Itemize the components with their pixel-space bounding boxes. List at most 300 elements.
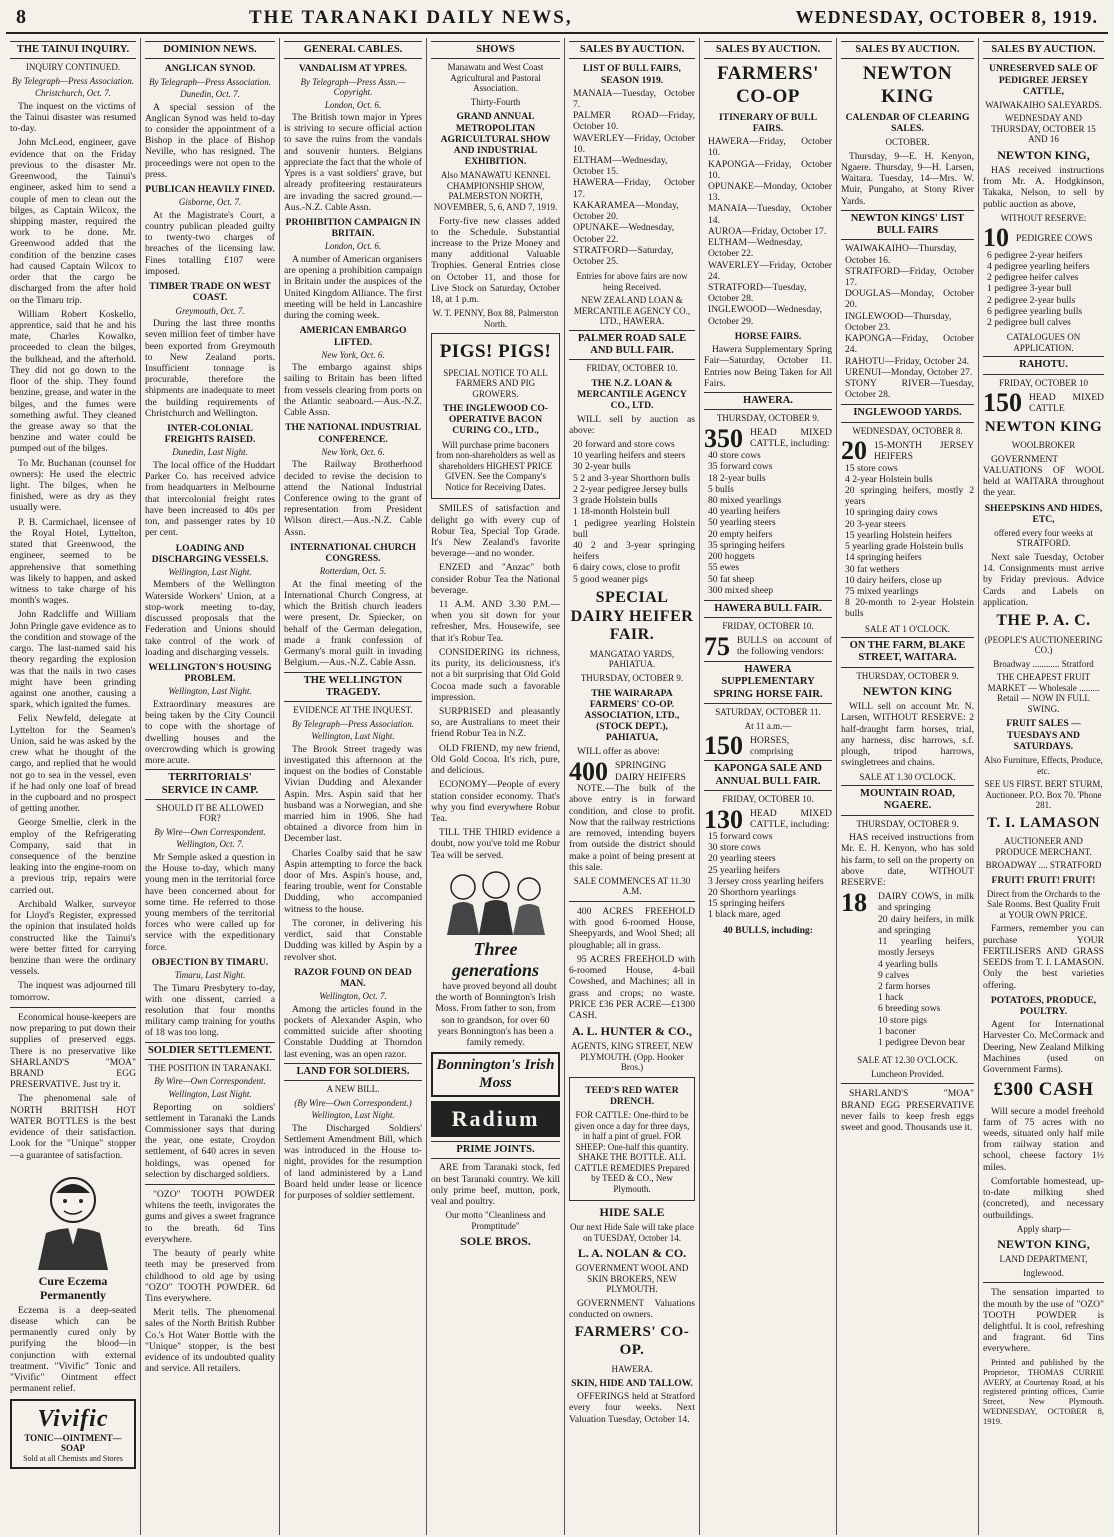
inglewood-row — [841, 436, 974, 466]
cash-note: Comfortable homestead, up-to-date milking shed (concreted), and necessary outbuildings. — [983, 1175, 1104, 1221]
pac-also: Also Furniture, Effects, Produce, etc. — [984, 755, 1103, 776]
list-item: 10 dairy heifers, close up — [845, 574, 942, 586]
hawera-head: HEAD MIXED CATTLE, including: — [750, 427, 832, 450]
dateline: Wellington, Oct. 7. — [319, 991, 387, 1002]
newton-king-name: NEWTON KING — [862, 684, 953, 699]
mountain-date: THURSDAY, OCTOBER 9. — [856, 818, 959, 829]
hawera-bull-heading: HAWERA BULL FAIR. — [704, 600, 832, 618]
ozo-notice: The beauty of pearly white teeth may be preserved from childhood to old age by using "OZO" TOOTH POWDER. 6d Tins everywhere. — [145, 1248, 275, 1305]
list-item: STRATFORD—Saturday, October 25. — [573, 244, 674, 267]
list-item: 30 store cows — [708, 842, 761, 854]
hide-sale-text: Our next Hide Sale will take place on TUESDAY, October 14. — [570, 1222, 694, 1243]
pac-market: THE CHEAPEST FRUIT MARKET — Wholesale ......... Retail — NOW IN FULL SWING. — [987, 672, 1100, 714]
bull-row — [704, 631, 832, 661]
pac-sub: (PEOPLE'S AUCTIONEERING CO.) — [984, 634, 1103, 656]
article-text: A special session of the Anglican Synod was held to-day to consider the appointment of a Bishop in the place of Bishop Neville, who has resigned. The proceedings were not open to the press. — [145, 101, 275, 180]
column-8 — [979, 38, 1108, 1535]
kaponga-list — [704, 831, 832, 921]
mountain-lunch: Luncheon Provided. — [871, 1068, 944, 1079]
article-text: A number of American organisers are opening a prohibition campaign in Britain under the auspices of the United Kingdom Alliance. The first meeting will be held in Lancashire during the coming week. — [284, 253, 422, 322]
list-item: KAPONGA—Friday, October 10. — [708, 158, 832, 181]
cash-banner: £300 CASH — [993, 1079, 1094, 1101]
byline: By Telegraph—Press Association. — [149, 76, 271, 87]
pac-fruit-sales: FRUIT SALES — TUESDAYS AND SATURDAYS. — [1006, 718, 1081, 752]
supp-num: 150 — [704, 731, 743, 761]
list-item: 6 pedigree 2-year heifers — [987, 249, 1083, 261]
list-item: STONY RIVER—Tuesday, October 28. — [845, 377, 974, 401]
tainui-para: The inquest was adjourned till tomorrow. — [10, 980, 136, 1003]
auction-heading: SALES BY AUCTION. — [569, 41, 695, 59]
wool-text: GOVERNMENT VALUATIONS OF WOOL held at WAITARA throughout the year. — [983, 453, 1104, 499]
kaponga-num: 130 — [704, 804, 743, 834]
auction-heading: SALES BY AUCTION. — [841, 41, 974, 59]
waiwakaiho-text: HAS received instructions from Mr. A. Hodgkinson, Takaka, Nelson, to sell by public auction as above, — [983, 165, 1104, 210]
dateline: Dunedin, Last Night. — [172, 447, 248, 458]
skin-text: OFFERINGS held at Stratford every four weeks. Next Valuation Tuesday, October 14. — [569, 1391, 695, 1425]
list-item: DOUGLAS—Monday, October 20. — [845, 288, 974, 311]
article-text: At the final meeting of the International Church Congress, at which the British church leaders were present, Dr. Spiecker, on behalf of the German delegation, made a frank confession of Germany's moral guilt in invading Belgium.—Aus.-N.Z. Cable Assn. — [284, 578, 422, 669]
supp-heading: HAWERA SUPPLEMENTARY SPRING HORSE FAIR. — [704, 661, 832, 704]
article-text: The Timaru Presbytery to-day, with one dissent, carried a resolution that four months military camp training for youths of 18 was too long. — [145, 982, 275, 1039]
kaponga-head: HEAD MIXED CATTLE, including: — [750, 808, 832, 831]
list-item: INGLEWOOD—Thursday, October 23. — [845, 310, 952, 333]
inglewood-head: 15-MONTH JERSEY HEIFERS — [874, 439, 974, 462]
list-item: 200 hoggets — [708, 551, 755, 563]
sole-bros: SOLE BROS. — [460, 1234, 531, 1249]
tainui-para: George Smellie, clerk in the employ of the Refrigerating Company, said that in consequence of the benzine leaking into the engine-room on a previous trip, repairs were carried out. — [10, 817, 136, 896]
list-item: 4 pedigree yearling heifers — [987, 261, 1090, 273]
list-item: 4 yearling bulls — [878, 958, 938, 970]
byline: (By Wire—Own Correspondent.) — [294, 1097, 412, 1108]
column-3 — [280, 38, 427, 1535]
list-item: 6 pedigree yearling bulls — [987, 305, 1083, 317]
sheepskins-heading: SHEEPSKINS AND HIDES, ETC, — [984, 502, 1103, 525]
list-item: 15 springing heifers — [708, 898, 785, 910]
pigs-title: PIGS! PIGS! — [439, 341, 552, 363]
inglewood-date: WEDNESDAY, OCTOBER 8. — [852, 425, 963, 436]
sharland-notice: SHARLAND'S "MOA" BRAND EGG PRESERVATIVE never fails to keep fresh eggs sweet and good. Thousands use it. — [841, 1088, 974, 1134]
column-4 — [427, 38, 565, 1535]
waiwakaiho-heading: WAIWAKAIHO SALEYARDS. — [985, 99, 1102, 110]
tainui-para: P. B. Carmichael, licensee of the Royal Hotel, Lyttelton, stated that Greenwood, the engineer, seemed to be apprehensive that something was likely to happen, and asked witness to take charge of his month's wages. — [10, 516, 136, 607]
nolan-name: L. A. NOLAN & CO. — [577, 1246, 687, 1261]
nk-bull-list — [841, 243, 974, 400]
list-item: 35 forward cows — [708, 461, 773, 473]
palmer-list — [569, 439, 695, 585]
article-text: The Railway Brotherhood decided to revise the decision to attend the National Industrial Conference owing to the grant of representation from President Wilson direct.—Aus.-N.Z. Cable Assn. — [284, 459, 422, 538]
wairarapa-heading: THE WAIRARAPA FARMERS' CO-OP. ASSOCIATION, LTD., (STOCK DEPT.), PAHIATUA, — [584, 687, 680, 744]
list-item: 5 good weaner pigs — [573, 573, 648, 585]
tainui-para: William Robert Koskello, apprentice, said that he and his mate, Charles Kowalko, proceeded to clean the bilges, the bulkhead, and the afterhold. They did not go down to the floor of the ship. They found benzine, grease, and water in the bilges, and the fumes were something awful. They cleaned the grease away so that the benzine and water could be pumped out of the bilges. — [10, 308, 136, 455]
dateline: Wellington, Oct. 7. — [176, 839, 244, 850]
tainui-heading: THE TAINUI INQUIRY. — [10, 41, 136, 59]
farm-time: SALE AT 1.30 O'CLOCK. — [859, 771, 956, 782]
conference-heading: THE NATIONAL INDUSTRIAL CONFERENCE. — [285, 422, 421, 445]
list-item: 5 2 and 3-year Shorthorn bulls — [573, 472, 690, 484]
list-item: 20 forward and store cows — [573, 438, 675, 450]
mountain-num: 18 — [841, 888, 867, 918]
razor-heading: RAZOR FOUND ON DEAD MAN. — [294, 966, 412, 989]
rahotu-row — [983, 388, 1104, 418]
loading-heading: LOADING AND DISCHARGING VESSELS. — [151, 542, 269, 565]
merit-notice: Merit tells. The phenomenal sales of the North British Rubber Co.'s Hot Water Bottle with the "Unique" stopper, is the best evidence of its undoubted quality and service. All retailers. — [145, 1307, 275, 1375]
moa-notice: Economical house-keepers are now preparing to put down their supplies of preserved eggs. There is no preservative like SHARLAND'S "MOA" BRAND EGG PRESERVATIVE. Just try it. — [10, 1011, 136, 1091]
hawera-date: THURSDAY, OCTOBER 9. — [716, 413, 820, 424]
tainui-para: To Mr. Buchanan (counsel for owners): He used the electric light. The bilges, when he finished, were as dry as they usually were. — [10, 457, 136, 514]
wairarapa-text: WILL offer as above: — [577, 745, 660, 757]
article-text: Extraordinary measures are being taken by the City Council to cope with the shortage of dwelling houses and the overcrowding which is growing more acute. — [145, 698, 275, 767]
dairy-place: MANGATAO YARDS, PAHIATUA. — [589, 648, 675, 670]
list-item: 18 2-year bulls — [708, 472, 766, 484]
lamason-sub: AUCTIONEER AND PRODUCE MERCHANT. — [995, 836, 1092, 857]
list-item: 300 mixed sheep — [708, 584, 774, 596]
tainui-para: Felix Newfeld, delegate at Lyttelton for the Seamen's Union, said he was asked by the crew what he thought of the cargo, and replied that he would not go to sea in the vessel, even if he had only one loaf of bread in the cupboard and no prospect of getting another. — [10, 713, 136, 815]
byline: By Telegraph—Press Association. — [292, 718, 414, 729]
nk-bull-list-heading: NEWTON KINGS' LIST BULL FAIRS — [841, 210, 974, 241]
hunter-name: A. L. HUNTER & CO., — [571, 1024, 692, 1039]
settlement-heading: SOLDIER SETTLEMENT. — [145, 1042, 275, 1060]
cash-newton-king: NEWTON KING, — [997, 1237, 1090, 1252]
list-item: 75 mixed yearlings — [845, 585, 919, 597]
farmers-coop-banner: FARMERS' CO-OP — [717, 63, 819, 107]
inglewood-heading: INGLEWOOD YARDS. — [841, 404, 974, 422]
horse-fairs-text: Hawera Supplementary Spring Fair—Saturday, October 11. Entries now Being Taken for All Fairs. — [704, 344, 832, 389]
hide-sale-heading: HIDE SALE — [599, 1205, 665, 1220]
article-text: Charles Coalby said that he saw Aspin attempting to force the back door of Mrs. Aspin's house, and, fearing trouble, went for Constable Dudding, who accompanied witness to the house. — [284, 847, 422, 915]
timaru-heading: OBJECTION BY TIMARU. — [151, 956, 269, 968]
list-item: 50 fat sheep — [708, 573, 755, 585]
palmer-date: FRIDAY, OCTOBER 10. — [586, 363, 678, 374]
farmers-coop-heading: FARMERS' CO-OP. — [574, 1324, 690, 1358]
land-sub: A NEW BILL. — [326, 1084, 380, 1095]
freehold-ad: 95 ACRES FREEHOLD with 6-roomed House, 4-bail Cowshed, and Machines; all in grass and crops; no waste. PRICE £36 PER ACRE—£1300 CASH. — [569, 953, 695, 1021]
list-item: AUROA—Friday, October 17. — [708, 225, 827, 237]
inglewood-time: SALE AT 1 O'CLOCK. — [865, 623, 950, 634]
dairy-date: THURSDAY, OCTOBER 9. — [580, 673, 684, 683]
article-text: Reporting on soldiers' settlement in Taranaki the Lands Commissioner says that during the year, one estate, Croydon settlement, of 640 acres in seven holdings, was opened for selection by discharged soldiers. — [145, 1101, 275, 1180]
man-portrait-illustration — [18, 1165, 128, 1270]
tainui-para: Archibald Walker, surveyor for Lloyd's Register, expressed the opinion that insulated holds constructed like the Tainui's were better fitted for carrying benzine than were the ordinary vessels. — [10, 898, 136, 978]
dateline: Timaru, Last Night. — [174, 970, 246, 981]
list-item: 2 2-year pedigree Jersey bulls — [573, 483, 688, 495]
list-item: 40 store cows — [708, 450, 761, 462]
bull-date: FRIDAY, OCTOBER 10. — [722, 621, 814, 632]
three-gen-text: have proved beyond all doubt the worth of Bonnington's Irish Moss. From father to son, from son to grandson, for over 60 years Bonnington's has been a family remedy. — [435, 980, 557, 1049]
pac-address: Broadway ............ Stratford — [993, 658, 1094, 669]
pigs-sub: SPECIAL NOTICE TO ALL FARMERS AND PIG GROWERS. — [443, 367, 548, 399]
tea-notice: ENZED and "Anzac" both consider Robur Tea the National beverage. — [431, 562, 560, 596]
dateline: London, Oct. 6. — [324, 99, 382, 110]
ozo-notice: The sensation imparted to the mouth by the use of "OZO" TOOTH POWDER is delightful. It is cool, refreshing and fragrant. 6d Tins everywhere. — [983, 1287, 1104, 1355]
list-item: INGLEWOOD—Wednesday, October 29. — [708, 304, 822, 327]
column-5 — [565, 38, 700, 1535]
newton-king-banner: NEWTON KING — [862, 63, 953, 107]
list-item: MANAIA—Tuesday, October 14. — [708, 203, 832, 226]
freights-heading: INTER-COLONIAL FREIGHTS RAISED. — [164, 423, 256, 446]
list-item: 40 2 and 3-year springing heifers — [573, 539, 695, 563]
farmers-coop-place: HAWERA. — [611, 1363, 653, 1374]
prime-text: ARE from Taranaki stock, fed on best Taranaki country. We kill only prime beef, mutton, pork, veal and poultry. — [431, 1162, 560, 1208]
inglewood-num: 20 — [841, 436, 867, 466]
eczema-heading: Cure Eczema Permanently — [38, 1273, 108, 1302]
list-item: 15 yearling Holstein heifers — [845, 529, 952, 541]
irish-moss-name: Bonnington's Irish Moss — [436, 1057, 555, 1091]
supp-date: SATURDAY, OCTOBER 11. — [715, 707, 821, 718]
tainui-dateline: Christchurch, Oct. 7. — [35, 88, 111, 99]
pac-banner: THE P. A. C. — [996, 612, 1091, 630]
show-assoc: Manawatu and West Coast Agricultural and Pastoral Association. — [447, 62, 544, 94]
eczema-body: Eczema is a deep-seated disease which can be permanently cured only by purifying the blood—in conjunction with external treatment. "Vivific" Tonic and "Vivific" Ointment effect permanent relief. — [10, 1304, 136, 1395]
list-item: RAHOTU—Friday, October 24. — [845, 355, 970, 367]
list-item: OPUNAKE—Wednesday, October 22. — [573, 222, 675, 245]
cash-apply: Apply sharp— — [1016, 1223, 1071, 1234]
tea-notice: OLD FRIEND, my new friend, Old Gold Cocoa. It's rich, pure, and delicious. — [431, 742, 560, 777]
cash-dept: LAND DEPARTMENT, — [999, 1254, 1088, 1265]
dateline: Dunedin, Oct. 7. — [180, 89, 240, 100]
show-title: GRAND ANNUAL METROPOLITAN AGRICULTURAL SHOW AND INDUSTRIAL EXHIBITION. — [440, 111, 551, 168]
vivific-tag: Sold at all Chemists and Stores — [23, 1453, 123, 1463]
prime-joints-heading: PRIME JOINTS. — [431, 1141, 560, 1159]
list-item: ELTHAM—Wednesday, October 15. — [573, 155, 668, 178]
dairy-fair-heading: SPECIAL DAIRY HEIFER FAIR. — [570, 588, 694, 644]
list-item: 4 2-year Holstein bulls — [845, 473, 933, 485]
dateline: Gisborne, Oct. 7. — [178, 197, 242, 208]
tragedy-sub: EVIDENCE AT THE INQUEST. — [293, 705, 413, 716]
show-secretary: W. T. PENNY, Box 88, Palmerston North. — [432, 308, 559, 329]
teed-title: TEED'S RED WATER DRENCH. — [585, 1084, 679, 1107]
publican-heading: PUBLICAN HEAVILY FINED. — [145, 184, 275, 196]
pigs-company: THE INGLEWOOD CO-OPERATIVE BACON CURING CO., LTD., — [442, 403, 548, 437]
dateline: New York, Oct. 6. — [321, 446, 385, 457]
list-item: WAIWAKAIHO—Thursday, October 16. — [845, 243, 957, 266]
sheepskins-next: Next sale Tuesday, October 14. Consignments must arrive by Friday previous. Advice Cards and Labels on application. — [983, 551, 1104, 608]
list-item: 1 pedigree 3-year bull — [987, 283, 1072, 295]
list-item: STRATFORD—Tuesday, October 28. — [708, 282, 807, 305]
dateline: Wellington, Last Night. — [311, 1110, 395, 1121]
waiwakaiho-date: WEDNESDAY AND THURSDAY, OCTOBER 15 AND 16 — [991, 113, 1096, 145]
three-gen-title: Three generations — [451, 938, 539, 980]
hawera-num: 350 — [704, 423, 743, 453]
list-item: 20 springing heifers, mostly 2 years — [845, 485, 974, 508]
tea-notice: ECONOMY—People of every station consider economy. That's why you find everywhere Robur Tea. — [431, 779, 560, 824]
vivific-ad — [10, 1399, 136, 1469]
waiwakaiho-head: PEDIGREE COWS — [1016, 232, 1093, 244]
bull-text: BULLS on account of the following vendors: — [737, 635, 832, 658]
embargo-heading: AMERICAN EMBARGO LIFTED. — [299, 325, 407, 348]
list-item: WAVERLEY—Friday, October 10. — [573, 132, 695, 155]
list-item: 5 yearling grade Holstein bulls — [845, 541, 964, 553]
cables-heading: GENERAL CABLES. — [284, 41, 422, 59]
list-item: 6 breeding sows — [878, 1003, 941, 1015]
catalogues: CATALOGUES ON APPLICATION. — [1006, 332, 1081, 353]
calendar-month: OCTOBER. — [885, 137, 930, 148]
bull-fairs-list-heading: LIST OF BULL FAIRS, SEASON 1919. — [583, 63, 681, 86]
without-reserve: WITHOUT RESERVE: — [1000, 212, 1087, 223]
woolbroker: WOOLBROKER — [1011, 440, 1076, 451]
cash-text: Will secure a model freehold farm of 75 acres with no weeds, situated only half mile from railway station and school, cheese factory 1½ miles. — [983, 1105, 1104, 1173]
list-item: 3 grade Holstein bulls — [573, 495, 658, 507]
vivific-sub: TONIC—OINTMENT—SOAP — [24, 1432, 122, 1454]
list-item: 1 hack — [878, 992, 904, 1004]
list-item: 2 pedigree heifer calves — [987, 272, 1079, 284]
calendar-heading: CALENDAR OF CLEARING SALES. — [845, 111, 970, 134]
list-item: 40 yearling heifers — [708, 506, 780, 518]
list-item: 6 dairy cows, close to profit — [573, 562, 681, 574]
timber-heading: TIMBER TRADE ON WEST COAST. — [149, 281, 271, 304]
list-item: KAPONGA—Friday, October 24. — [845, 333, 974, 356]
teed-ad — [569, 1077, 695, 1202]
dateline: London, Oct. 6. — [324, 241, 382, 252]
list-item: 3 Jersey cross yearling heifers — [708, 875, 824, 887]
hot-water-notice: The phenomenal sale of NORTH BRITISH HOT WATER BOTTLES is the best evidence of their satisfaction. Look for the "Unique" stopper—a guarantee of satisfaction. — [10, 1093, 136, 1161]
tainui-sub: INQUIRY CONTINUED. — [25, 62, 121, 73]
rahotu-date: FRIDAY, OCTOBER 10 — [998, 377, 1089, 388]
article-text: The embargo against ships sailing to Britain has been lifted from vessels clearing from ports on the Atlantic seaboard.—Aus.-N.Z. Cable Assn. — [284, 362, 422, 419]
article-text: The Brook Street tragedy was investigated this afternoon at the inquest on the bodies of Constable Vivian Dudding and Alexander Aspin. Mrs. Aspin said that her husband was a Norwegian, and she married him in 1906. She had obtained a divorce from him in December last. — [284, 743, 422, 845]
list-item: 8 20-month to 2-year Holstein bulls — [845, 597, 974, 620]
tea-notice: TILL THE THIRD evidence a doubt, now you've told me Robur Tea will be served. — [431, 827, 560, 861]
byline: By Telegraph—Press Assn.—Copyright. — [300, 76, 406, 98]
list-item: PALMER ROAD—Friday, October 10. — [573, 110, 695, 133]
cash-place: Inglewood. — [1023, 1267, 1064, 1278]
column-1 — [6, 38, 141, 1535]
tea-notice: SMILES of satisfaction and delight go with every cup of Robur Tea, Special Top Grade. It's New Zealand's favorite beverage—and no wonder. — [431, 503, 560, 560]
prohibition-heading: PROHIBITION CAMPAIGN IN BRITAIN. — [285, 217, 421, 240]
wairarapa-item-text: SPRINGING DAIRY HEIFERS — [615, 760, 686, 783]
list-item: HAWERA—Friday, October 10. — [708, 136, 832, 159]
land-heading: LAND FOR SOLDIERS. — [284, 1063, 422, 1081]
show-kennel: Also MANAWATU KENNEL CHAMPIONSHIP SHOW, PALMERSTON NORTH, NOVEMBER, 5, 6, AND 7, 1919. — [433, 170, 558, 212]
horse-fairs-heading: HORSE FAIRS. — [734, 330, 802, 342]
list-item: WAVERLEY—Friday, October 24. — [708, 259, 832, 282]
kaponga-row — [704, 804, 832, 834]
newspaper-title: THE TARANAKI DAILY NEWS, — [249, 7, 573, 28]
wairarapa-note: NOTE.—The bulk of the above entry is in forward condition, and close to profit. Now that the railway restrictions are removed, intending buyers from outside the district should make a point of being present at this sale. — [569, 783, 695, 873]
kaponga-date: FRIDAY, OCTOBER 10. — [722, 794, 814, 805]
newton-king-wool-banner: NEWTON KING — [984, 418, 1103, 435]
tragedy-heading: THE WELLINGTON TRAGEDY. — [284, 672, 422, 703]
mountain-row — [841, 888, 974, 1052]
shows-heading: SHOWS — [431, 41, 560, 59]
column-2 — [141, 38, 280, 1535]
nzla-heading: THE N.Z. LOAN & MERCANTILE AGENCY CO., LTD. — [577, 377, 687, 412]
list-item: 10 yearling heifers and steers — [573, 450, 686, 462]
waiwakaiho-num: 10 — [983, 223, 1009, 253]
mountain-list — [874, 891, 974, 1048]
mountain-time: SALE AT 12.30 O'CLOCK. — [857, 1055, 958, 1066]
wairarapa-item — [569, 756, 695, 786]
show-text: Forty-five new classes added to the Schedule. Substantial increase to the Prize Money and many additional Valuable Trophies. General Entries close on October 11, and those for Live Stock on Saturday, October 18, at 1 p.m. — [431, 215, 560, 306]
synod-heading: ANGLICAN SYNOD. — [164, 63, 256, 75]
teed-text: FOR CATTLE: One-third to be given once a day for three days, in half a pint of gruel. FOR SHEEP: One-half this quantity. SHAKE THE BOTTLE. ALL CATTLE REMEDIES Prepared by TEED & CO., New Plymouth. — [574, 1110, 690, 1194]
list-item: 14 springing heifers — [845, 552, 922, 564]
article-text: The local office of the Huddart Parker Co. has received advice from headquarters in Melbourne that intercolonial freight rates have been increased to 40s per ton, and passenger rates by 10 per cent. — [145, 459, 275, 539]
list-item: 1 black mare, aged — [708, 909, 781, 921]
sheepskins-text: offered every four weeks at STRATFORD. — [994, 527, 1093, 549]
irish-moss-ad — [431, 1052, 560, 1097]
church-heading: INTERNATIONAL CHURCH CONGRESS. — [290, 541, 416, 565]
hawera-list — [704, 450, 832, 596]
unreserved-heading: UNRESERVED SALE OF PEDIGREE JERSEY CATTLE, — [989, 63, 1098, 97]
list-item: 80 mixed yearlings — [708, 495, 782, 507]
nolan-text: GOVERNMENT Valuations conducted on owners. — [569, 1297, 695, 1321]
hawera-heading: HAWERA. — [704, 392, 832, 410]
lamason-banner: T. I. LAMASON — [987, 814, 1100, 831]
nzla-agency: NEW ZEALAND LOAN & MERCANTILE AGENCY CO., LTD., HAWERA. — [573, 295, 691, 327]
issue-date: WEDNESDAY, OCTOBER 8, 1919. — [795, 7, 1098, 27]
rahotu-num: 150 — [983, 388, 1022, 418]
list-item: 10 store pigs — [878, 1014, 928, 1026]
pigs-text: Will purchase prime baconers from non-shareholders as well as shareholders HIGHEST PRICE GIVEN. See the Company's Notice for Receiving Dates. — [436, 439, 555, 492]
pigs-ad — [431, 333, 560, 499]
lamason-fertiliser: Farmers, remember you can purchase YOUR FERTILISERS AND GRASS SEEDS from T. I. LAMASON. Only the best varieties offering. — [983, 923, 1104, 991]
bull-num: 75 — [704, 631, 730, 661]
lamason-address: BROADWAY .... STRATFORD — [985, 860, 1102, 871]
column-6 — [700, 38, 837, 1535]
tea-notice: 11 A.M. AND 3.30 P.M.—when you sit down for your refresher, Mrs. Housewife, see that it's Robur Tea. — [431, 599, 560, 644]
list-item: 2 pedigree 2-year bulls — [987, 294, 1076, 306]
list-item: URENUI—Monday, October 27. — [845, 366, 973, 378]
list-item: 20 yearling steers — [708, 853, 776, 865]
farm-text: WILL sell on account Mr. N. Larsen, WITHOUT RESERVE: 2 half-draught farm horses, trial, any harness, disc harrows, s.f. plough, tripod harrows, swingletrees and chains. — [841, 701, 974, 769]
prime-motto: Our motto "Cleanliness and Promptitude" — [445, 1210, 546, 1231]
tainui-para: The inquest on the victims of the Tainui disaster was resumed to-day. — [10, 100, 136, 135]
palmer-heading: PALMER ROAD SALE AND BULL FAIR. — [569, 330, 695, 361]
territorials-heading: TERRITORIALS' SERVICE IN CAMP. — [145, 769, 275, 800]
list-item: 1 pedigree Devon bear — [878, 1037, 966, 1049]
list-item: 20 3-year steers — [845, 518, 906, 530]
list-item: 9 calves — [878, 969, 910, 981]
list-item: 50 yearling steers — [708, 517, 776, 529]
article-text: The British town major in Ypres is striving to secure official action to save the ruins from the vandals and souvenir hunters. Belgians appreciate the fact that the whole of Ypres is a vast soldiers' grave, but already profiteering restaurateurs are invading the sacred ground.—Aus.-N.Z. Cable Assn. — [284, 112, 422, 213]
farm-heading: ON THE FARM, BLAKE STREET, WAITARA. — [841, 637, 974, 668]
list-item: 2 pedigree bull calves — [987, 317, 1071, 329]
mountain-road-heading: MOUNTAIN ROAD, NGAERE. — [841, 785, 974, 816]
masthead — [6, 6, 1108, 34]
byline: By Wire—Own Correspondent. — [154, 826, 266, 837]
hunter-address: AGENTS, KING STREET, NEW PLYMOUTH. (Opp. Hooker Bros.) — [570, 1041, 694, 1073]
settlement-sub: THE POSITION IN TARANAKI. — [148, 1062, 272, 1073]
list-item: 30 fat wethers — [845, 563, 900, 575]
kaponga-bulls: 40 BULLS, including: — [723, 924, 813, 936]
nzla-text: WILL sell by auction as above: — [569, 413, 695, 436]
fairs-note: Entries for above fairs are now being Received. — [576, 271, 688, 292]
list-item: HAWERA—Friday, October 17. — [573, 177, 695, 200]
list-item: 1 18-month Holstein bull — [573, 506, 670, 518]
list-item: 20 dairy heifers, in milk and springing — [878, 913, 974, 936]
list-item: 15 forward cows — [708, 830, 773, 842]
itinerary-list — [704, 136, 832, 327]
waiwakaiho-row — [983, 223, 1104, 253]
dateline: Wellington, Last Night. — [168, 686, 252, 697]
calendar-text: Thursday, 9—E. H. Kenyon, Ngaere. Thursday, 9—H. Larsen, Waitara. Tuesday, 14—Mrs. W. Muir, Pungaho, at Stony River Yards. — [841, 150, 974, 207]
article-text: The coroner, in delivering his verdict, said that Constable Dudding was killed by Aspin by a revolver shot. — [284, 917, 422, 963]
tainui-para: John Radcliffe and William John Pringle gave evidence as to the condition and stowage of the cargo. The last-named said his theory regarding the explosion was that the nails in two cases might have been grinding against one another, causing a spark, which ignited the fumes. — [10, 609, 136, 711]
nolan-sub: GOVERNMENT WOOL AND SKIN BROKERS, NEW PLYMOUTH. — [575, 1263, 689, 1295]
column-7 — [837, 38, 979, 1535]
tainui-byline: By Telegraph—Press Association. — [12, 75, 134, 86]
list-item: 2 farm horses — [878, 981, 931, 993]
list-item: 1 pedigree yearling Holstein bull — [573, 517, 695, 540]
list-item: 20 empty heifers — [708, 528, 773, 540]
tea-notice: CONSIDERING its richness, its purity, its deliciousness, it's not a bit surprising that Old Gold Cocoa made such a favorable impression. — [431, 646, 560, 703]
article-text: At the Magistrate's Court, a country publican pleaded guilty to twenty-two charges of breaches of the licensing law. Fines totalling £107 were imposed. — [145, 209, 275, 277]
skin-heading: SKIN, HIDE AND TALLOW. — [571, 1378, 693, 1390]
article-text: Members of the Wellington Waterside Workers' Union, at a stop-work meeting to-day, discussed proposals that the Federation and Unions should take control of the work of loading and discharging vessels. — [145, 579, 275, 658]
list-item: 10 springing dairy cows — [845, 507, 938, 519]
list-item: 25 yearling heifers — [708, 864, 780, 876]
lamason-fruit: FRUIT! FRUIT! FRUIT! — [991, 874, 1096, 886]
